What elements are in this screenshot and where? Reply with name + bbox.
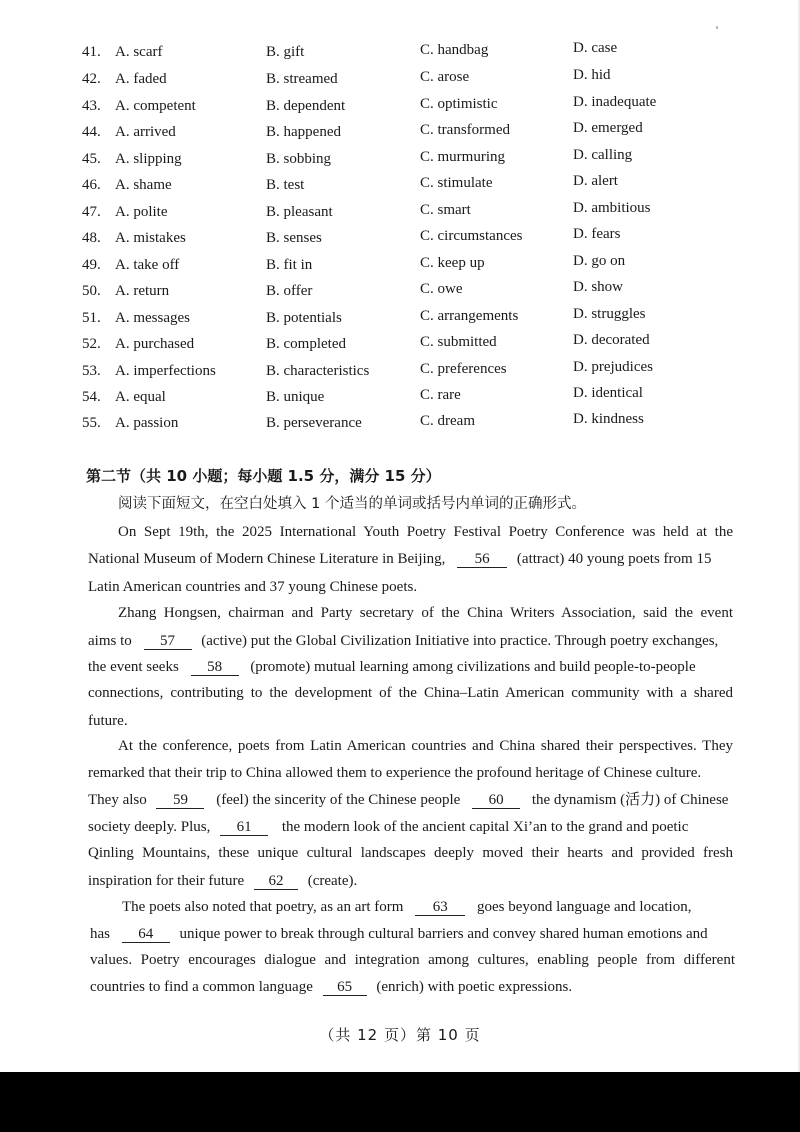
question-number: 54. — [82, 389, 101, 405]
option-d: D. identical — [573, 385, 643, 401]
option-b: B. test — [266, 177, 305, 193]
passage-line: Zhang Hongsen, chairman and Party secretary of the China Writers Association, said the event — [118, 605, 733, 621]
option-c: C. stimulate — [420, 175, 493, 191]
passage-line — [88, 549, 733, 569]
option-d: D. prejudices — [573, 359, 653, 375]
option-b: B. dependent — [266, 98, 346, 114]
blank-63[interactable]: 63 — [415, 899, 465, 916]
option-d: D. alert — [573, 173, 618, 189]
text: inspiration for their future — [88, 873, 245, 889]
question-number: 52. — [82, 336, 101, 352]
passage-line — [88, 871, 733, 891]
option-a: A. scarf — [115, 44, 163, 60]
text: the modern look of the ancient capital Xi’an to the grand and poetic — [281, 819, 689, 835]
blank-56[interactable]: 56 — [457, 551, 507, 568]
question-row — [0, 94, 800, 118]
text: (create). — [307, 873, 358, 889]
question-number: 53. — [82, 363, 101, 379]
blank-62[interactable]: 62 — [254, 873, 298, 890]
option-b: B. offer — [266, 283, 313, 299]
text: has — [90, 926, 110, 942]
question-number: 55. — [82, 415, 101, 431]
option-b: B. completed — [266, 336, 346, 352]
text: the dynamism (活力) of Chinese — [531, 792, 729, 808]
question-number: 41. — [82, 44, 101, 60]
option-b: B. streamed — [266, 71, 338, 87]
section-instruction: 阅读下面短文，在空白处填入 1 个适当的单词或括号内单词的正确形式。 — [118, 496, 586, 512]
option-b: B. senses — [266, 230, 322, 246]
option-d: D. calling — [573, 147, 633, 163]
option-c: C. murmuring — [420, 149, 505, 165]
blank-64[interactable]: 64 — [122, 926, 170, 943]
option-d: D. inadequate — [573, 94, 657, 110]
option-a: A. return — [115, 283, 170, 299]
passage-line — [122, 897, 737, 917]
option-d: D. emerged — [573, 120, 643, 136]
option-c: C. circumstances — [420, 228, 523, 244]
option-a: A. faded — [115, 71, 167, 87]
option-b: B. pleasant — [266, 204, 333, 220]
passage-line — [88, 817, 733, 837]
option-d: D. ambitious — [573, 200, 651, 216]
question-number: 47. — [82, 204, 101, 220]
question-row — [0, 67, 800, 91]
question-row — [0, 359, 800, 383]
scan-speck — [716, 26, 718, 29]
option-a: A. messages — [115, 310, 190, 326]
option-d: D. hid — [573, 67, 611, 83]
question-row — [0, 120, 800, 144]
option-a: A. mistakes — [115, 230, 186, 246]
option-b: B. gift — [266, 44, 305, 60]
option-d: D. struggles — [573, 306, 646, 322]
option-c: C. handbag — [420, 42, 489, 58]
option-c: C. keep up — [420, 255, 485, 271]
text: (active) put the Global Civilization Initiative into practice. Through poetry exchanges, — [201, 633, 719, 649]
question-number: 42. — [82, 71, 101, 87]
question-row — [0, 385, 800, 409]
option-c: C. rare — [420, 387, 461, 403]
option-b: B. fit in — [266, 257, 313, 273]
option-c: C. arose — [420, 69, 470, 85]
question-row — [0, 226, 800, 250]
question-row — [0, 253, 800, 277]
option-c: C. optimistic — [420, 96, 498, 112]
option-c: C. preferences — [420, 361, 507, 377]
option-d: D. decorated — [573, 332, 650, 348]
option-d: D. case — [573, 40, 618, 56]
question-row — [0, 200, 800, 224]
option-c: C. arrangements — [420, 308, 519, 324]
option-a: A. competent — [115, 98, 196, 114]
option-d: D. show — [573, 279, 624, 295]
option-d: D. fears — [573, 226, 621, 242]
text: countries to find a common language — [90, 979, 313, 995]
blank-57[interactable]: 57 — [144, 633, 192, 650]
text: (enrich) with poetic expressions. — [376, 979, 573, 995]
option-a: A. passion — [115, 415, 179, 431]
question-number: 50. — [82, 283, 101, 299]
passage-line: Latin American countries and 37 young Chinese poets. — [88, 579, 418, 595]
option-d: D. kindness — [573, 411, 644, 427]
text: They also — [88, 792, 147, 808]
option-b: B. perseverance — [266, 415, 362, 431]
option-a: A. arrived — [115, 124, 176, 140]
option-a: A. purchased — [115, 336, 195, 352]
text: unique power to break through cultural barriers and convey shared human emotions and — [179, 926, 708, 942]
option-c: C. smart — [420, 202, 471, 218]
passage-line — [90, 977, 735, 997]
passage-line — [90, 924, 735, 944]
question-row — [0, 332, 800, 356]
passage-line: values. Poetry encourages dialogue and integration among cultures, enabling people from different — [90, 952, 735, 968]
question-number: 45. — [82, 151, 101, 167]
blank-65[interactable]: 65 — [323, 979, 367, 996]
option-b: B. potentials — [266, 310, 342, 326]
blank-60[interactable]: 60 — [472, 792, 520, 809]
passage-line — [88, 657, 733, 677]
question-number: 43. — [82, 98, 101, 114]
text: aims to — [88, 633, 132, 649]
question-row — [0, 40, 800, 64]
option-a: A. imperfections — [115, 363, 216, 379]
passage-line: On Sept 19th, the 2025 International Youth Poetry Festival Poetry Conference was held at the — [118, 524, 733, 540]
blank-59[interactable]: 59 — [156, 792, 204, 809]
page-number: （共 12 页）第 10 页 — [319, 1026, 481, 1044]
question-row — [0, 147, 800, 171]
option-a: A. shame — [115, 177, 172, 193]
blank-61[interactable]: 61 — [220, 819, 268, 836]
passage-line: remarked that their trip to China allowed them to experience the profound heritage of Chinese culture. — [88, 765, 702, 781]
option-a: A. polite — [115, 204, 168, 220]
option-a: A. equal — [115, 389, 166, 405]
question-number: 46. — [82, 177, 101, 193]
option-a: A. take off — [115, 257, 180, 273]
blank-58[interactable]: 58 — [191, 659, 239, 676]
question-row — [0, 306, 800, 330]
question-number: 49. — [82, 257, 101, 273]
text: society deeply. Plus, — [88, 819, 211, 835]
passage-line — [88, 790, 733, 810]
passage-line: future. — [88, 713, 128, 729]
option-b: B. sobbing — [266, 151, 332, 167]
text: (attract) 40 young poets from 15 — [516, 551, 712, 567]
option-d: D. go on — [573, 253, 626, 269]
text: The poets also noted that poetry, as an art form — [122, 899, 404, 915]
option-c: C. dream — [420, 413, 475, 429]
question-row — [0, 279, 800, 303]
passage-line: At the conference, poets from Latin American countries and China shared their perspectives. They — [118, 738, 733, 754]
passage-line: connections, contributing to the development of the China–Latin American community with a shared — [88, 685, 733, 701]
option-c: C. owe — [420, 281, 463, 297]
text: goes beyond language and location, — [476, 899, 692, 915]
option-b: B. unique — [266, 389, 325, 405]
option-b: B. happened — [266, 124, 341, 140]
option-c: C. submitted — [420, 334, 497, 350]
question-number: 51. — [82, 310, 101, 326]
section-title: 第二节（共 10 小题；每小题 1.5 分，满分 15 分） — [86, 467, 441, 485]
option-c: C. transformed — [420, 122, 510, 138]
question-number: 44. — [82, 124, 101, 140]
text: (promote) mutual learning among civilizations and build people-to-people — [250, 659, 696, 675]
passage-line — [88, 631, 733, 651]
text: National Museum of Modern Chinese Literature in Beijing, — [88, 551, 446, 567]
text: (feel) the sincerity of the Chinese people — [216, 792, 461, 808]
question-number: 48. — [82, 230, 101, 246]
text: the event seeks — [88, 659, 179, 675]
question-row — [0, 411, 800, 435]
option-b: B. characteristics — [266, 363, 370, 379]
passage-line: Qinling Mountains, these unique cultural landscapes deeply moved their hearts and provided fresh — [88, 845, 733, 861]
option-a: A. slipping — [115, 151, 182, 167]
question-row — [0, 173, 800, 197]
